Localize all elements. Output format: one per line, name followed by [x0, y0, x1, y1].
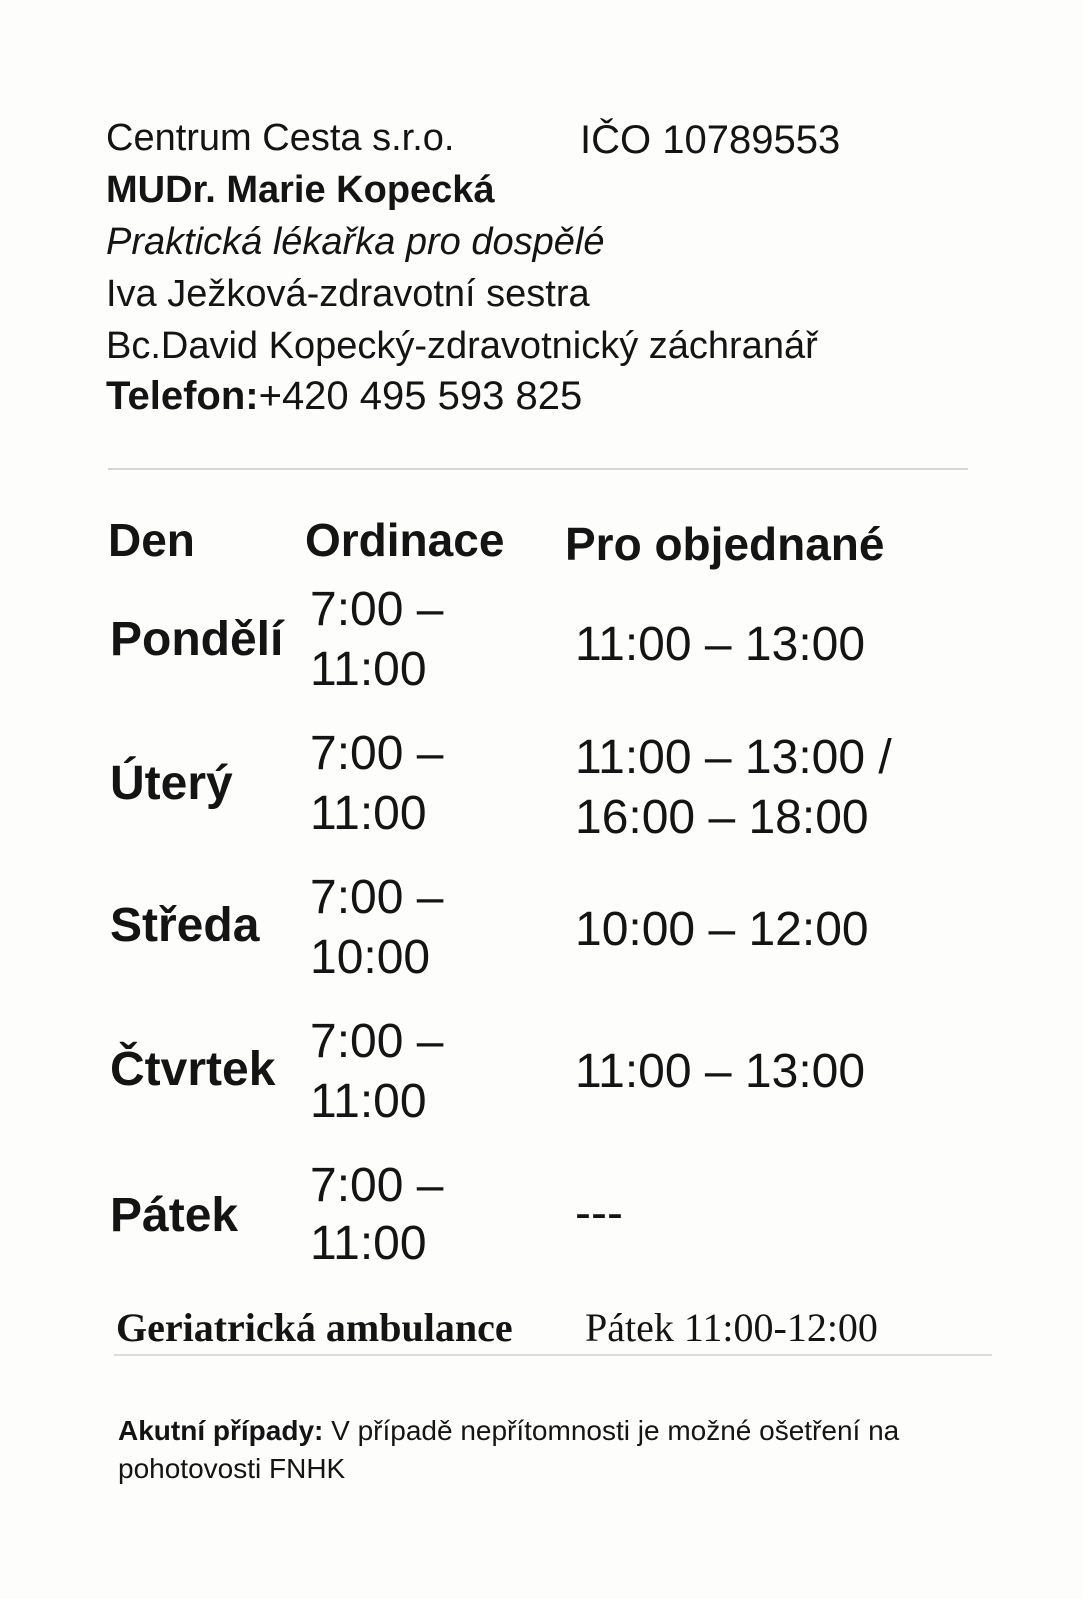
- company-id: IČO 10789553: [580, 118, 841, 162]
- phone-number: +420 495 593 825: [258, 374, 583, 418]
- office-hours-to: 11:00: [310, 1217, 427, 1270]
- phone-label: Telefon:: [106, 374, 259, 418]
- divider-bottom: [114, 1354, 992, 1356]
- acute-cases-label: Akutní případy:: [118, 1415, 324, 1446]
- appointment-hours: 11:00 – 13:00: [575, 618, 866, 671]
- column-header-day: Den: [108, 514, 195, 566]
- office-hours-from: 7:00 –: [310, 871, 444, 924]
- doctor-specialty: Praktická lékařka pro dospělé: [106, 221, 605, 263]
- office-hours-from: 7:00 –: [310, 583, 444, 636]
- paramedic-name: Bc.David Kopecký-zdravotnický záchranář: [106, 325, 818, 367]
- geriatric-clinic-hours: Pátek 11:00-12:00: [585, 1305, 878, 1350]
- doctor-name: MUDr. Marie Kopecká: [106, 169, 495, 211]
- day-tuesday: Úterý: [110, 757, 233, 810]
- column-header-appointments: Pro objednané: [565, 518, 885, 570]
- appointment-hours: ---: [575, 1187, 623, 1240]
- office-hours-to: 11:00: [310, 643, 427, 696]
- day-monday: Pondělí: [110, 613, 284, 666]
- acute-cases-text: V případě nepřítomnosti je možné ošetření na pohotovosti FNHK: [118, 1415, 900, 1484]
- office-hours-from: 7:00 –: [310, 1159, 444, 1212]
- day-friday: Pátek: [110, 1189, 239, 1242]
- phone-line: [106, 370, 582, 422]
- divider-top: [108, 468, 968, 470]
- day-thursday: Čtvrtek: [110, 1043, 276, 1096]
- acute-cases-note: [118, 1412, 1018, 1488]
- office-hours-from: 7:00 –: [310, 727, 444, 780]
- appointment-hours: 10:00 – 12:00: [575, 903, 869, 956]
- office-hours-to: 11:00: [310, 787, 427, 840]
- column-header-office-hours: Ordinace: [305, 514, 505, 566]
- company-name: Centrum Cesta s.r.o.: [106, 117, 455, 159]
- appointment-hours: 11:00 – 13:00: [575, 1045, 866, 1098]
- day-wednesday: Středa: [110, 899, 260, 952]
- appointment-hours-second: 16:00 – 18:00: [575, 791, 869, 844]
- appointment-hours: 11:00 – 13:00 /: [575, 731, 892, 784]
- geriatric-clinic-label: Geriatrická ambulance: [116, 1305, 513, 1350]
- office-hours-to: 11:00: [310, 1075, 427, 1128]
- nurse-name: Iva Ježková-zdravotní sestra: [106, 273, 590, 315]
- office-hours-to: 10:00: [310, 931, 431, 984]
- office-hours-from: 7:00 –: [310, 1015, 444, 1068]
